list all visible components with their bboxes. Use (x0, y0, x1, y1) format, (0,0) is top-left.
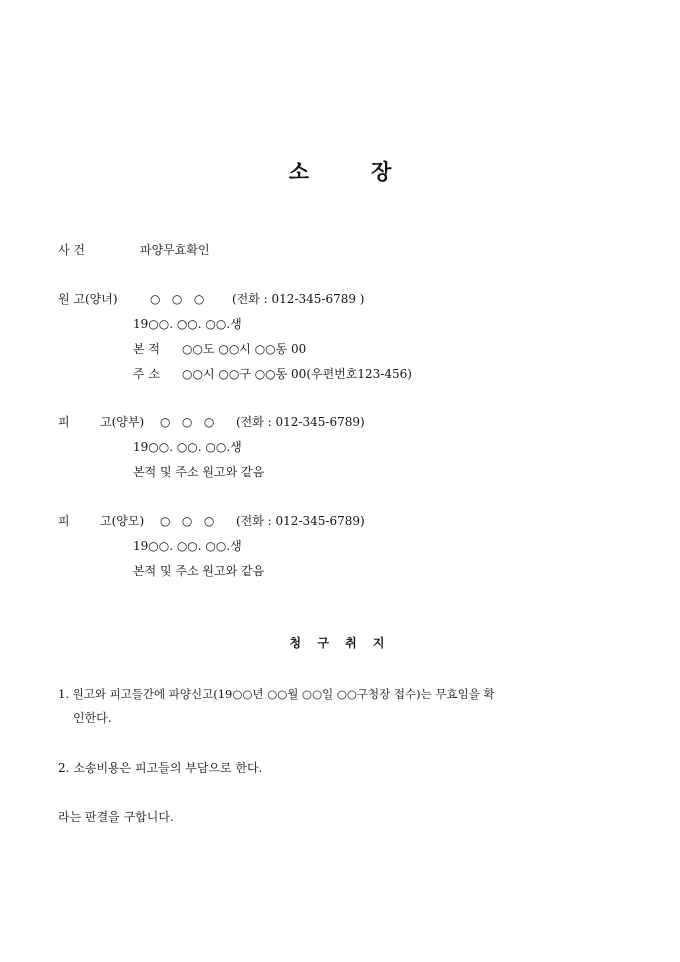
closing-text: 라는 판결을 구합니다. (58, 810, 174, 824)
plaintiff-domicile: ○○도 ○○시 ○○동 00 (182, 342, 307, 356)
plaintiff-phone: (전화 : 012-345-6789 ) (232, 292, 365, 306)
defendant2-note: 본적 및 주소 원고와 같음 (133, 564, 265, 578)
plaintiff-label: 원 고(양녀) (58, 292, 118, 306)
title-char-left: 소 (288, 159, 309, 184)
plaintiff-birth: 19○○. ○○. ○○.생 (133, 317, 242, 331)
defendant1-phone: (전화 : 012-345-6789) (236, 415, 365, 429)
plaintiff-domicile-label: 본 적 (133, 342, 160, 356)
case-label: 사 건 (58, 243, 85, 257)
claim-1-line-2: 인한다. (73, 711, 112, 725)
document-title (0, 156, 680, 186)
defendant2-phone: (전화 : 012-345-6789) (236, 514, 365, 528)
title-char-right: 장 (371, 159, 392, 184)
plaintiff-name: ○ ○ ○ (150, 292, 205, 306)
defendant1-label-right: 고(양부) (100, 415, 145, 429)
plaintiff-address: ○○시 ○○구 ○○동 00(우편번호123-456) (182, 367, 412, 381)
claim-1-line-1: 1. 원고와 피고들간에 파양신고(19○○년 ○○월 ○○일 ○○구청장 접수)는 무효임을 확 (58, 687, 495, 701)
defendant1-birth: 19○○. ○○. ○○.생 (133, 440, 242, 454)
claim-heading: 청 구 취 지 (289, 636, 391, 650)
plaintiff-address-label: 주 소 (133, 367, 160, 381)
claim-2-line-1: 2. 소송비용은 피고들의 부담으로 한다. (58, 761, 263, 775)
defendant2-birth: 19○○. ○○. ○○.생 (133, 539, 242, 553)
defendant2-name: ○ ○ ○ (160, 514, 215, 528)
defendant1-label-left: 피 (58, 415, 70, 429)
defendant2-label-right: 고(양모) (100, 514, 145, 528)
defendant2-label-left: 피 (58, 514, 70, 528)
defendant1-note: 본적 및 주소 원고와 같음 (133, 465, 265, 479)
defendant1-name: ○ ○ ○ (160, 415, 215, 429)
case-value: 파양무효확인 (140, 243, 210, 257)
